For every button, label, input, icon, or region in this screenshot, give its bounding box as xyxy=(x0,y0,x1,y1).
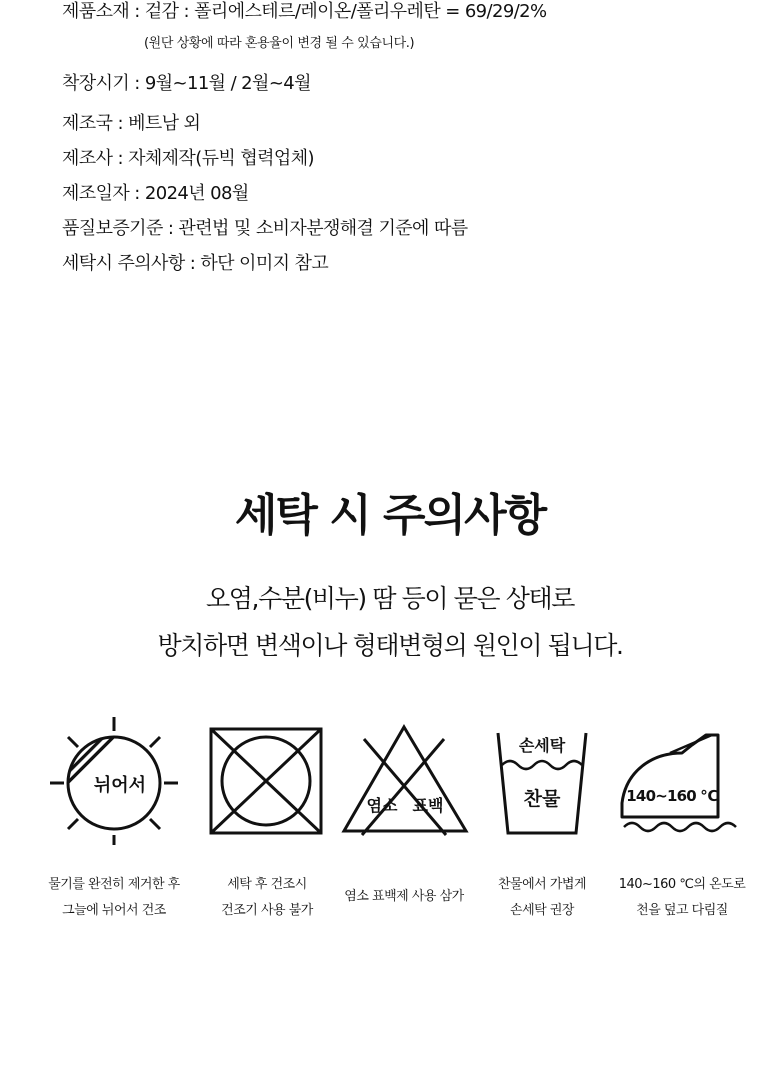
no-tumble-dry-icon xyxy=(197,715,337,845)
hand-wash-label-bottom: 찬물 xyxy=(523,788,561,810)
caption-no-tumble-dry-line-1: 세탁 후 건조시 xyxy=(227,877,307,892)
no-bleach-label-left: 염소 xyxy=(366,796,398,815)
caption-hand-wash xyxy=(464,872,620,924)
spec-quality: 품질보증기준 : 관련법 및 소비자분쟁해결 기준에 따름 xyxy=(62,218,468,239)
caption-iron-cloth xyxy=(604,872,760,924)
caption-hand-wash-line-2: 손세탁 권장 xyxy=(510,903,574,918)
iron-cloth-icon xyxy=(612,715,752,845)
spec-material: 제품소재 : 겉감 : 폴리에스테르/레이온/폴리우레탄 = 69/29/2% xyxy=(62,1,547,22)
hand-wash-label-top: 손세탁 xyxy=(518,736,566,755)
hand-wash-icon xyxy=(472,715,612,845)
care-warning-line-1: 오염,수분(비누) 땀 등이 묻은 상태로 xyxy=(206,584,574,613)
spec-season: 착장시기 : 9월~11월 / 2월~4월 xyxy=(62,73,311,94)
caption-shade-dry-line-2: 그늘에 뉘어서 건조 xyxy=(62,903,166,918)
caption-no-bleach-line-1: 염소 표백제 사용 삼가 xyxy=(344,889,464,904)
spec-material-note: (원단 상황에 따라 혼용율이 변경 될 수 있습니다.) xyxy=(144,36,415,51)
iron-cloth-label: 140~160 ℃ xyxy=(626,787,718,805)
spec-maker: 제조사 : 자체제작(듀빅 협력업체) xyxy=(62,148,314,169)
caption-shade-dry xyxy=(36,872,192,924)
spec-wash-ref: 세탁시 주의사항 : 하단 이미지 참고 xyxy=(62,253,329,274)
caption-no-bleach xyxy=(326,884,482,910)
caption-no-tumble-dry-line-2: 건조기 사용 불가 xyxy=(221,903,313,918)
spec-date: 제조일자 : 2024년 08월 xyxy=(62,183,249,204)
shade-dry-label: 뉘어서 xyxy=(93,775,147,796)
care-title: 세탁 시 주의사항 xyxy=(234,490,546,541)
caption-iron-cloth-line-1: 140~160 ℃의 온도로 xyxy=(618,877,746,892)
caption-no-tumble-dry xyxy=(189,872,345,924)
no-bleach-icon xyxy=(334,715,474,845)
spec-country: 제조국 : 베트남 외 xyxy=(62,113,201,134)
shade-dry-icon xyxy=(44,715,184,845)
caption-shade-dry-line-1: 물기를 완전히 제거한 후 xyxy=(48,877,180,892)
no-bleach-label-right: 표백 xyxy=(412,796,444,815)
caption-hand-wash-line-1: 찬물에서 가볍게 xyxy=(497,877,587,892)
care-warning-line-2: 방치하면 변색이나 형태변형의 원인이 됩니다. xyxy=(157,631,623,660)
caption-iron-cloth-line-2: 천을 덮고 다림질 xyxy=(636,903,728,918)
